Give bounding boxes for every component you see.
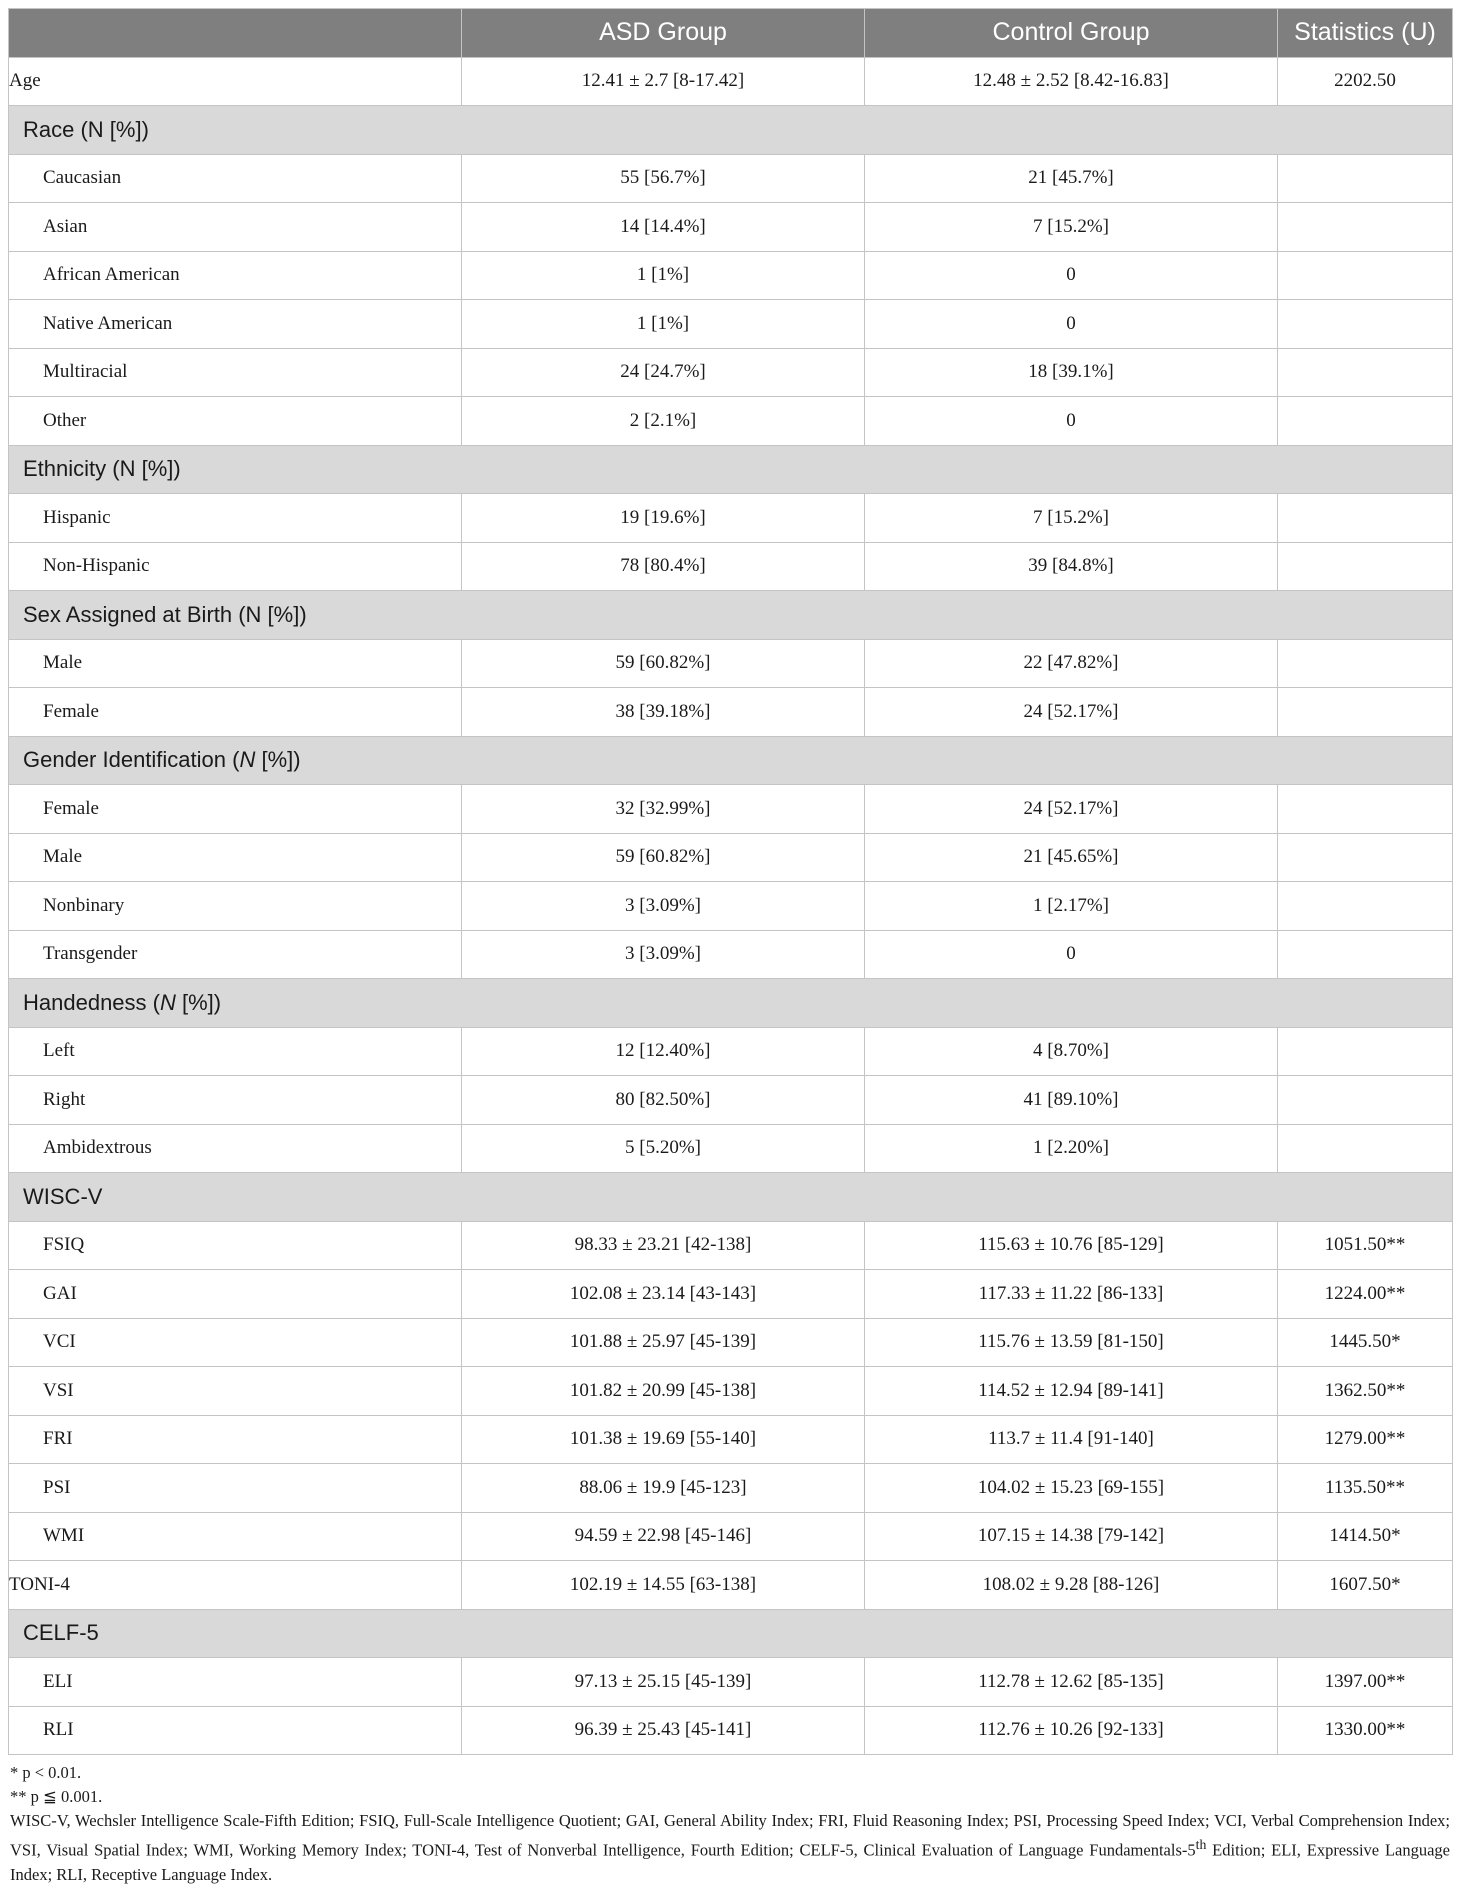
row-label-cell: Hispanic xyxy=(9,494,462,543)
section-header-row xyxy=(9,445,1453,494)
table-row xyxy=(9,1367,1453,1416)
control-group-cell: 112.76 ± 10.26 [92-133] xyxy=(865,1706,1278,1755)
table-row xyxy=(9,203,1453,252)
control-group-cell: 112.78 ± 12.62 [85-135] xyxy=(865,1658,1278,1707)
header-cell-control-group: Control Group xyxy=(865,9,1278,58)
control-group-cell: 22 [47.82%] xyxy=(865,639,1278,688)
row-label-cell: Female xyxy=(9,785,462,834)
statistics-cell xyxy=(1278,300,1453,349)
statistics-cell xyxy=(1278,542,1453,591)
statistics-cell: 1330.00** xyxy=(1278,1706,1453,1755)
statistics-cell xyxy=(1278,397,1453,446)
control-group-cell: 1 [2.17%] xyxy=(865,882,1278,931)
control-group-cell: 108.02 ± 9.28 [88-126] xyxy=(865,1561,1278,1610)
row-label-cell: Transgender xyxy=(9,930,462,979)
table-row xyxy=(9,300,1453,349)
statistics-cell xyxy=(1278,688,1453,737)
statistics-cell xyxy=(1278,930,1453,979)
statistics-cell: 1279.00** xyxy=(1278,1415,1453,1464)
control-group-cell: 0 xyxy=(865,397,1278,446)
row-label-cell: Age xyxy=(9,57,462,106)
control-group-cell: 113.7 ± 11.4 [91-140] xyxy=(865,1415,1278,1464)
table-row xyxy=(9,1658,1453,1707)
table-row xyxy=(9,57,1453,106)
table-row xyxy=(9,688,1453,737)
control-group-cell: 115.63 ± 10.76 [85-129] xyxy=(865,1221,1278,1270)
statistics-cell: 1414.50* xyxy=(1278,1512,1453,1561)
table-row xyxy=(9,1124,1453,1173)
table-row xyxy=(9,1318,1453,1367)
demographics-table xyxy=(8,8,1453,1755)
table-row xyxy=(9,639,1453,688)
row-label-cell: FRI xyxy=(9,1415,462,1464)
table-container xyxy=(8,8,1452,1887)
table-row xyxy=(9,251,1453,300)
asd-group-cell: 102.08 ± 23.14 [43-143] xyxy=(462,1270,865,1319)
row-label-cell: RLI xyxy=(9,1706,462,1755)
row-label-cell: Native American xyxy=(9,300,462,349)
statistics-cell xyxy=(1278,494,1453,543)
row-label-cell: Ambidextrous xyxy=(9,1124,462,1173)
footnote-abbreviations: WISC-V, Wechsler Intelligence Scale-Fifth Edition; FSIQ, Full-Scale Intelligence Quotient; GAI, General Ability Index; FRI, Fluid Reasoning Index; PSI, Processing Speed Index; VCI, Verbal Comprehension Index; VSI, Visual Spatial Index; WMI, Working Memory Index; TONI-4, Test of Nonverbal Intelligence, Fourth Edition; CELF-5, Clinical Evaluation of Language Fundamentals-5th Edition; ELI, Expressive Language Index; RLI, Receptive Language Index. xyxy=(10,1811,1451,1884)
row-label-cell: Caucasian xyxy=(9,154,462,203)
table-header xyxy=(9,9,1453,58)
table-row xyxy=(9,1221,1453,1270)
section-header-label: CELF-5 xyxy=(9,1609,1453,1658)
row-label-cell: GAI xyxy=(9,1270,462,1319)
section-header-row xyxy=(9,106,1453,155)
asd-group-cell: 97.13 ± 25.15 [45-139] xyxy=(462,1658,865,1707)
row-label-cell: African American xyxy=(9,251,462,300)
control-group-cell: 114.52 ± 12.94 [89-141] xyxy=(865,1367,1278,1416)
control-group-cell: 0 xyxy=(865,300,1278,349)
asd-group-cell: 96.39 ± 25.43 [45-141] xyxy=(462,1706,865,1755)
asd-group-cell: 101.88 ± 25.97 [45-139] xyxy=(462,1318,865,1367)
statistics-cell xyxy=(1278,1027,1453,1076)
header-cell-label xyxy=(9,9,462,58)
section-header-row xyxy=(9,1609,1453,1658)
statistics-cell xyxy=(1278,639,1453,688)
asd-group-cell: 2 [2.1%] xyxy=(462,397,865,446)
asd-group-cell: 14 [14.4%] xyxy=(462,203,865,252)
table-footnotes xyxy=(8,1761,1452,1887)
header-cell-asd-group: ASD Group xyxy=(462,9,865,58)
statistics-cell xyxy=(1278,1076,1453,1125)
control-group-cell: 107.15 ± 14.38 [79-142] xyxy=(865,1512,1278,1561)
table-body xyxy=(9,57,1453,1755)
row-label-cell: PSI xyxy=(9,1464,462,1513)
statistics-cell xyxy=(1278,1124,1453,1173)
section-header-label: Handedness (N [%]) xyxy=(9,979,1453,1028)
control-group-cell: 117.33 ± 11.22 [86-133] xyxy=(865,1270,1278,1319)
table-row xyxy=(9,1706,1453,1755)
asd-group-cell: 59 [60.82%] xyxy=(462,833,865,882)
row-label-cell: Asian xyxy=(9,203,462,252)
row-label-cell: Male xyxy=(9,833,462,882)
asd-group-cell: 94.59 ± 22.98 [45-146] xyxy=(462,1512,865,1561)
asd-group-cell: 12 [12.40%] xyxy=(462,1027,865,1076)
statistics-cell xyxy=(1278,348,1453,397)
control-group-cell: 39 [84.8%] xyxy=(865,542,1278,591)
table-row xyxy=(9,542,1453,591)
table-row xyxy=(9,1076,1453,1125)
section-header-label: Sex Assigned at Birth (N [%]) xyxy=(9,591,1453,640)
row-label-cell: Male xyxy=(9,639,462,688)
section-header-row xyxy=(9,591,1453,640)
asd-group-cell: 101.38 ± 19.69 [55-140] xyxy=(462,1415,865,1464)
row-label-cell: TONI-4 xyxy=(9,1561,462,1610)
statistics-cell xyxy=(1278,882,1453,931)
superscript-th: th xyxy=(1195,1837,1207,1852)
statistics-cell: 1051.50** xyxy=(1278,1221,1453,1270)
asd-group-cell: 59 [60.82%] xyxy=(462,639,865,688)
asd-group-cell: 32 [32.99%] xyxy=(462,785,865,834)
table-row xyxy=(9,1415,1453,1464)
row-label-cell: Multiracial xyxy=(9,348,462,397)
asd-group-cell: 5 [5.20%] xyxy=(462,1124,865,1173)
row-label-cell: VSI xyxy=(9,1367,462,1416)
statistics-cell: 1607.50* xyxy=(1278,1561,1453,1610)
asd-group-cell: 19 [19.6%] xyxy=(462,494,865,543)
table-row xyxy=(9,785,1453,834)
control-group-cell: 18 [39.1%] xyxy=(865,348,1278,397)
statistics-cell: 1362.50** xyxy=(1278,1367,1453,1416)
header-row xyxy=(9,9,1453,58)
control-group-cell: 7 [15.2%] xyxy=(865,494,1278,543)
row-label-cell: WMI xyxy=(9,1512,462,1561)
control-group-cell: 41 [89.10%] xyxy=(865,1076,1278,1125)
statistics-cell: 1445.50* xyxy=(1278,1318,1453,1367)
control-group-cell: 24 [52.17%] xyxy=(865,785,1278,834)
row-label-cell: FSIQ xyxy=(9,1221,462,1270)
table-row xyxy=(9,1464,1453,1513)
asd-group-cell: 1 [1%] xyxy=(462,300,865,349)
section-header-label: WISC-V xyxy=(9,1173,1453,1222)
table-row xyxy=(9,494,1453,543)
statistics-cell xyxy=(1278,251,1453,300)
statistics-cell xyxy=(1278,154,1453,203)
statistics-cell xyxy=(1278,833,1453,882)
control-group-cell: 24 [52.17%] xyxy=(865,688,1278,737)
table-row xyxy=(9,1027,1453,1076)
table-row xyxy=(9,397,1453,446)
statistics-cell: 1135.50** xyxy=(1278,1464,1453,1513)
asd-group-cell: 78 [80.4%] xyxy=(462,542,865,591)
control-group-cell: 7 [15.2%] xyxy=(865,203,1278,252)
row-label-cell: Non-Hispanic xyxy=(9,542,462,591)
asd-group-cell: 88.06 ± 19.9 [45-123] xyxy=(462,1464,865,1513)
asd-group-cell: 38 [39.18%] xyxy=(462,688,865,737)
section-header-label: Ethnicity (N [%]) xyxy=(9,445,1453,494)
row-label-cell: Right xyxy=(9,1076,462,1125)
section-header-label: Race (N [%]) xyxy=(9,106,1453,155)
footnote-significance-1: * p < 0.01. xyxy=(10,1763,82,1782)
table-row xyxy=(9,882,1453,931)
table-row xyxy=(9,833,1453,882)
footnote-significance-2: ** p ≦ 0.001. xyxy=(10,1787,103,1806)
control-group-cell: 21 [45.65%] xyxy=(865,833,1278,882)
asd-group-cell: 102.19 ± 14.55 [63-138] xyxy=(462,1561,865,1610)
asd-group-cell: 12.41 ± 2.7 [8-17.42] xyxy=(462,57,865,106)
statistics-cell xyxy=(1278,203,1453,252)
control-group-cell: 1 [2.20%] xyxy=(865,1124,1278,1173)
control-group-cell: 12.48 ± 2.52 [8.42-16.83] xyxy=(865,57,1278,106)
row-label-cell: Nonbinary xyxy=(9,882,462,931)
control-group-cell: 0 xyxy=(865,930,1278,979)
section-header-row xyxy=(9,979,1453,1028)
asd-group-cell: 1 [1%] xyxy=(462,251,865,300)
header-cell-statistics: Statistics (U) xyxy=(1278,9,1453,58)
control-group-cell: 0 xyxy=(865,251,1278,300)
statistics-cell xyxy=(1278,785,1453,834)
section-header-row xyxy=(9,1173,1453,1222)
control-group-cell: 115.76 ± 13.59 [81-150] xyxy=(865,1318,1278,1367)
statistics-cell: 1224.00** xyxy=(1278,1270,1453,1319)
table-row xyxy=(9,1270,1453,1319)
asd-group-cell: 3 [3.09%] xyxy=(462,882,865,931)
row-label-cell: Left xyxy=(9,1027,462,1076)
asd-group-cell: 101.82 ± 20.99 [45-138] xyxy=(462,1367,865,1416)
asd-group-cell: 24 [24.7%] xyxy=(462,348,865,397)
table-row xyxy=(9,1561,1453,1610)
row-label-cell: VCI xyxy=(9,1318,462,1367)
asd-group-cell: 3 [3.09%] xyxy=(462,930,865,979)
row-label-cell: Other xyxy=(9,397,462,446)
row-label-cell: Female xyxy=(9,688,462,737)
table-row xyxy=(9,348,1453,397)
asd-group-cell: 98.33 ± 23.21 [42-138] xyxy=(462,1221,865,1270)
table-row xyxy=(9,1512,1453,1561)
control-group-cell: 104.02 ± 15.23 [69-155] xyxy=(865,1464,1278,1513)
section-header-label: Gender Identification (N [%]) xyxy=(9,736,1453,785)
table-row xyxy=(9,154,1453,203)
asd-group-cell: 55 [56.7%] xyxy=(462,154,865,203)
row-label-cell: ELI xyxy=(9,1658,462,1707)
statistics-cell: 2202.50 xyxy=(1278,57,1453,106)
section-header-row xyxy=(9,736,1453,785)
table-row xyxy=(9,930,1453,979)
statistics-cell: 1397.00** xyxy=(1278,1658,1453,1707)
asd-group-cell: 80 [82.50%] xyxy=(462,1076,865,1125)
control-group-cell: 21 [45.7%] xyxy=(865,154,1278,203)
control-group-cell: 4 [8.70%] xyxy=(865,1027,1278,1076)
